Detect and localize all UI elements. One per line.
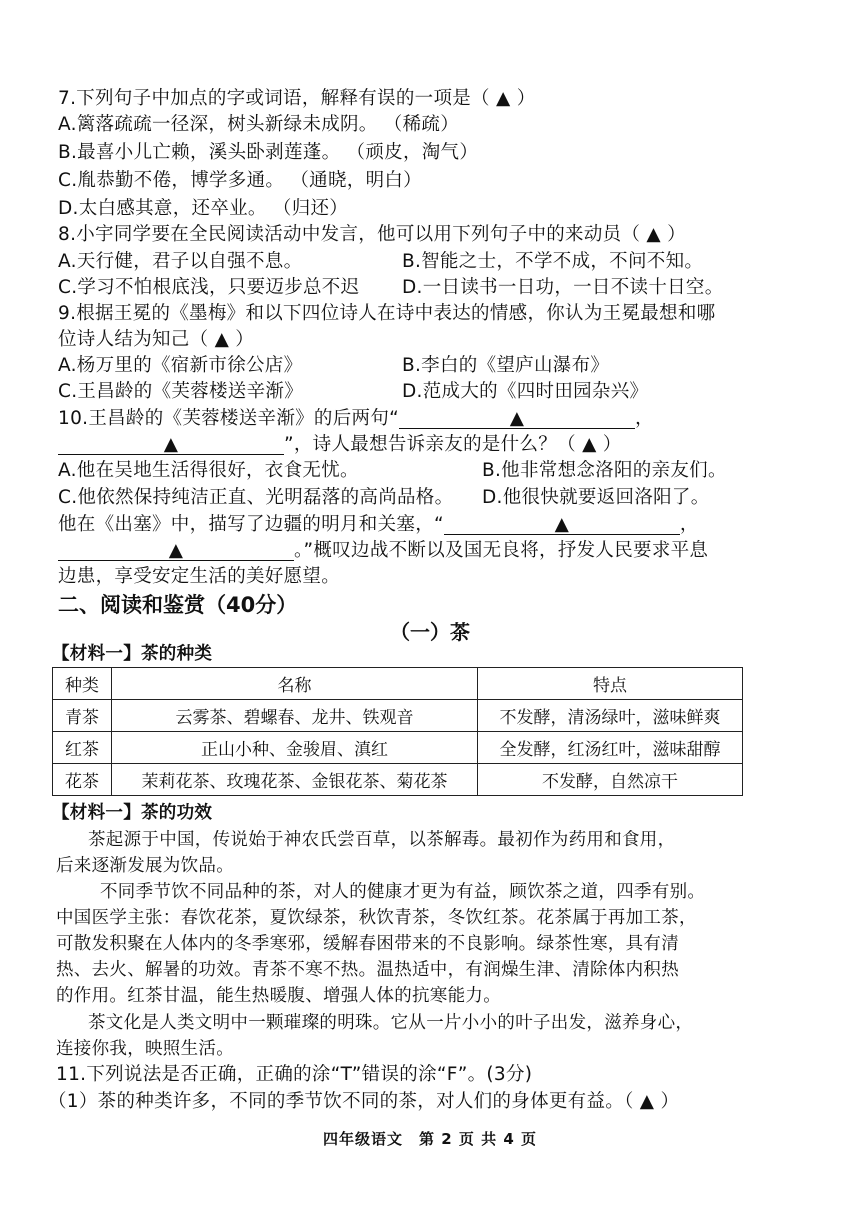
table-cell: 不发酵，自然凉干 — [478, 764, 743, 796]
q10-answer-blank-4[interactable]: ▲ — [58, 538, 294, 561]
table-cell: 花茶 — [53, 764, 112, 796]
paragraph-line: 的作用。红茶甘温，能生热暖腹、增强人体的抗寒能力。 — [56, 986, 501, 1006]
q8-option-b: B.智能之士，不学不成，不问不知。 — [402, 251, 704, 272]
q10-stem-suffix: ”，诗人最想告诉亲友的是什么？（ ▲ ） — [284, 434, 622, 455]
q10-answer-blank-1[interactable]: ▲ — [399, 406, 635, 429]
page-footer: 四年级语文 第 2 页 共 4 页 — [323, 1130, 537, 1148]
q9-option-c: C.王昌龄的《芙蓉楼送辛渐》 — [58, 381, 303, 402]
q9-option-a: A.杨万里的《宿新市徐公店》 — [58, 355, 303, 376]
material1-label: 【材料一】茶的种类 — [52, 644, 213, 664]
q9-stem-line2: 位诗人结为知己（ ▲ ） — [58, 329, 255, 350]
table-row — [53, 732, 743, 764]
paragraph-line: 不同季节饮不同品种的茶，对人的健康才更为有益，顾饮茶之道，四季有别。 — [100, 882, 706, 902]
q10-chusai-comma: ， — [679, 514, 699, 535]
q10-chusai-prefix: 他在《出塞》中，描写了边疆的明月和关塞，“ — [58, 514, 444, 535]
q10-option-d: D.他很快就要返回洛阳了。 — [482, 487, 710, 508]
q8-stem: 8.小宇同学要在全民阅读活动中发言，他可以用下列句子中的来动员（ ▲ ） — [58, 224, 686, 245]
q7-option-c: C.胤恭勤不倦，博学多通。 （通晓，明白） — [58, 170, 422, 191]
table-cell: 青茶 — [53, 700, 112, 732]
paragraph-line: 茶文化是人类文明中一颗璀璨的明珠。它从一片小小的叶子出发，滋养身心， — [88, 1013, 694, 1033]
paragraph-line: 中国医学主张：春饮花茶，夏饮绿茶，秋饮青茶，冬饮红茶。花茶属于再加工茶， — [56, 908, 697, 928]
q10-stem-line1 — [58, 406, 654, 432]
table-header-cell: 种类 — [53, 668, 112, 700]
table-cell: 红茶 — [53, 732, 112, 764]
paragraph-line: 连接你我，映照生活。 — [56, 1039, 234, 1059]
q11-stem: 11.下列说法是否正确，正确的涂“T”错误的涂“F”。(3分) — [56, 1064, 533, 1085]
q10-stem-prefix: 10.王昌龄的《芙蓉楼送辛渐》的后两句“ — [58, 408, 400, 429]
q10-stem-line2 — [58, 432, 622, 458]
table-cell: 茉莉花茶、玫瑰花茶、金银花茶、菊花茶 — [112, 764, 478, 796]
paragraph-line: 茶起源于中国，传说始于神农氏尝百草，以茶解毒。最初作为药用和食用， — [88, 830, 676, 850]
table-cell: 正山小种、金骏眉、滇红 — [112, 732, 478, 764]
q11-item-1: （1）茶的种类许多，不同的季节饮不同的茶，对人们的身体更有益。（ ▲ ） — [48, 1091, 680, 1112]
q7-option-b: B.最喜小儿亡赖，溪头卧剥莲蓬。 （顽皮，淘气） — [58, 142, 479, 163]
q10-chusai-line1 — [58, 512, 699, 538]
table-header-cell: 特点 — [478, 668, 743, 700]
tea-types-table — [52, 667, 743, 796]
q10-answer-blank-2[interactable]: ▲ — [58, 432, 284, 455]
paragraph-line: 后来逐渐发展为饮品。 — [56, 856, 234, 876]
q10-option-a: A.他在吴地生活得很好，衣食无忧。 — [58, 460, 359, 481]
q7-option-d: D.太白感其意，还卒业。 （归还） — [58, 198, 349, 219]
material2-label: 【材料一】茶的功效 — [52, 803, 213, 823]
q9-stem-line1: 9.根据王冕的《墨梅》和以下四位诗人在诗中表达的情感，你认为王冕最想和哪 — [58, 303, 716, 324]
table-header-cell: 名称 — [112, 668, 478, 700]
table-cell: 云雾茶、碧螺春、龙井、铁观音 — [112, 700, 478, 732]
q10-stem-comma: ， — [635, 408, 654, 429]
table-row — [53, 700, 743, 732]
table-cell: 不发酵，清汤绿叶，滋味鲜爽 — [478, 700, 743, 732]
table-header-row — [53, 668, 743, 700]
q9-option-b: B.李白的《望庐山瀑布》 — [402, 355, 610, 376]
q10-answer-blank-3[interactable]: ▲ — [444, 512, 680, 535]
q10-option-b: B.他非常想念洛阳的亲友们。 — [482, 460, 727, 481]
paragraph-line: 可散发积聚在人体内的冬季寒邪，缓解春困带来的不良影响。绿茶性寒，具有清 — [56, 934, 679, 954]
table-cell: 全发酵，红汤红叶，滋味甜醇 — [478, 732, 743, 764]
q10-chusai-line3: 边患，享受安定生活的美好愿望。 — [58, 566, 341, 587]
paragraph-line: 热、去火、解暑的功效。青茶不寒不热。温热适中，有润燥生津、清除体内积热 — [56, 960, 679, 980]
q8-option-d: D.一日读书一日功，一日不读十日空。 — [402, 277, 724, 298]
q8-option-c: C.学习不怕根底浅，只要迈步总不迟 — [58, 277, 360, 298]
q8-option-a: A.天行健，君子以自强不息。 — [58, 251, 303, 272]
section-heading: 二、阅读和鉴赏（40分） — [58, 593, 298, 617]
passage-title: （一）茶 — [390, 620, 470, 644]
q7-stem: 7.下列句子中加点的字或词语，解释有误的一项是（ ▲ ） — [58, 88, 536, 109]
q7-option-a: A.篱落疏疏一径深，树头新绿未成阴。 （稀疏） — [58, 114, 459, 135]
q10-option-c: C.他依然保持纯洁正直、光明磊落的高尚品格。 — [58, 487, 454, 508]
q10-chusai-suffix: 。”概叹边战不断以及国无良将，抒发人民要求平息 — [294, 540, 709, 561]
q9-option-d: D.范成大的《四时田园杂兴》 — [402, 381, 649, 402]
table-row — [53, 764, 743, 796]
q10-chusai-line2 — [58, 538, 708, 564]
